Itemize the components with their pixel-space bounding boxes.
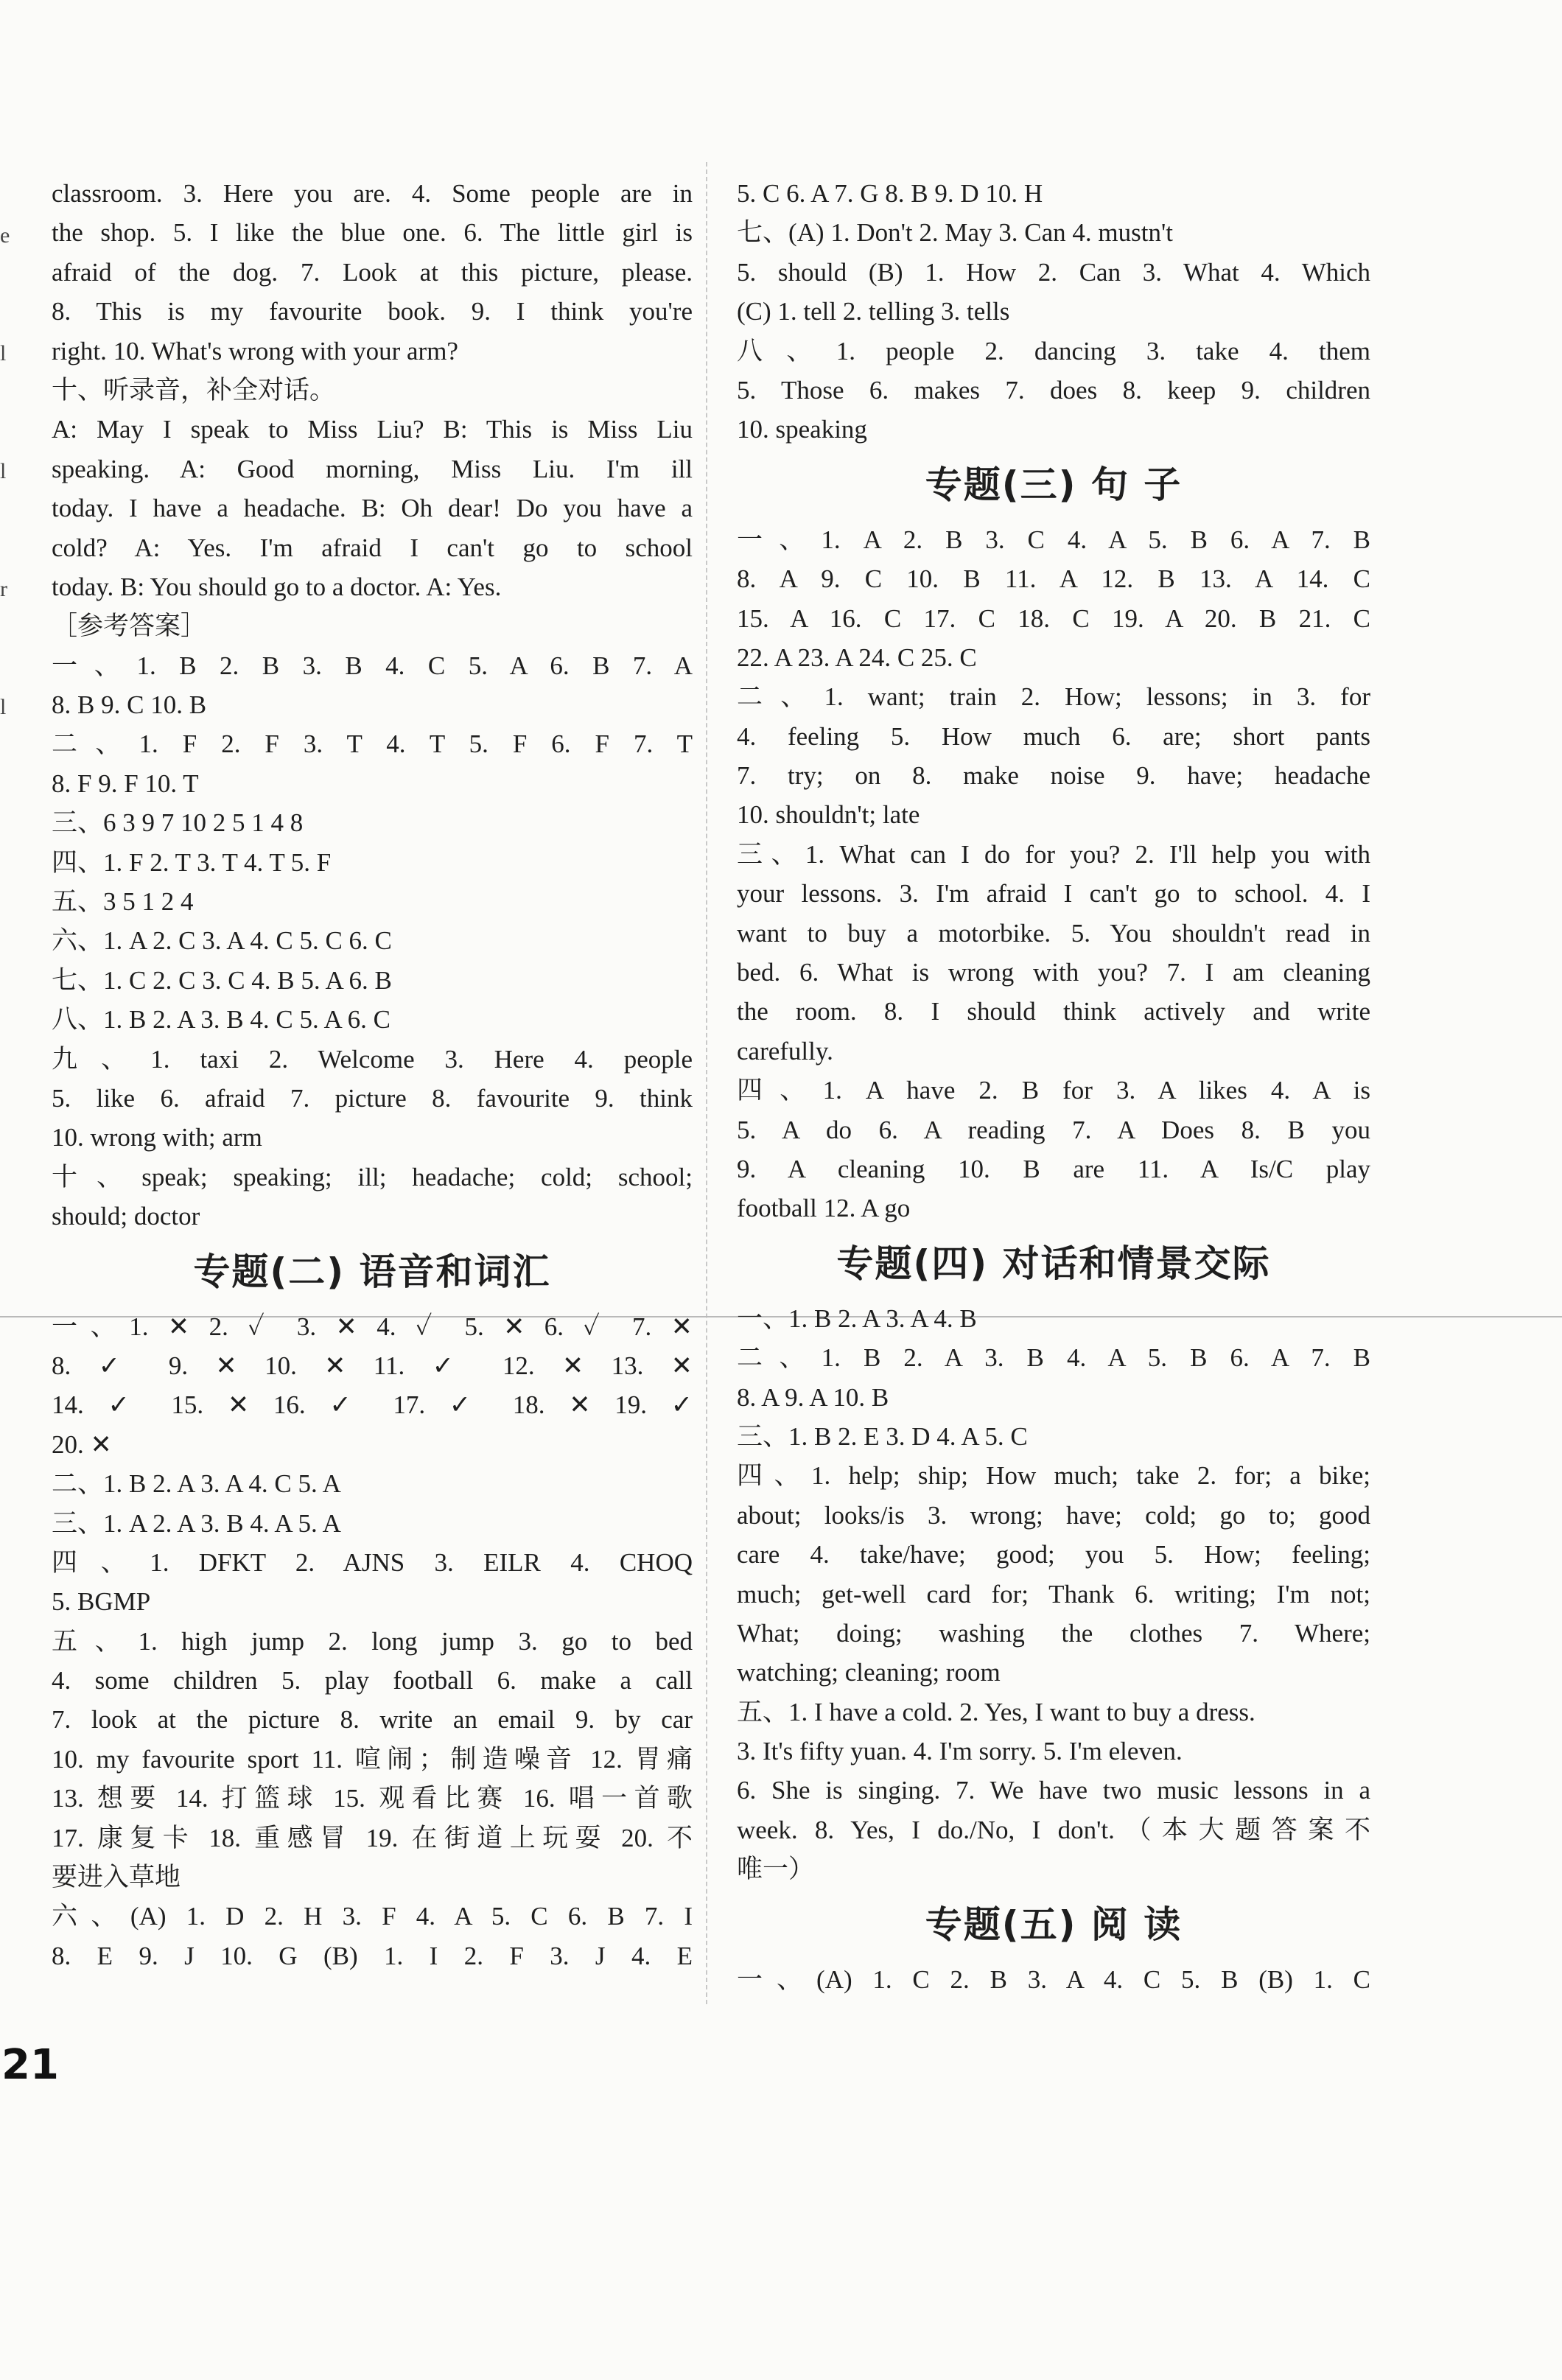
text-line: 17. 康复卡 18. 重感冒 19. 在街道上玩耍 20. 不 — [52, 1823, 693, 1852]
text-line: about; looks/is 3. wrong; have; cold; go to; good — [737, 1500, 1370, 1530]
text-line: 四、1. DFKT 2. AJNS 3. EILR 4. CHOQ — [52, 1547, 693, 1577]
text-line: 5. C 6. A 7. G 8. B 9. D 10. H — [737, 179, 1043, 208]
text-line: classroom. 3. Here you are. 4. Some people are in — [52, 179, 693, 208]
text-line: 20. ✕ — [52, 1429, 112, 1459]
text-line: today. B: You should go to a doctor. A: Yes. — [52, 572, 502, 601]
text-line: 8. ✓ 9. ✕ 10. ✕ 11. ✓ 12. ✕ 13. ✕ — [52, 1351, 693, 1380]
text-line: the shop. 5. I like the blue one. 6. The little girl is — [52, 218, 693, 248]
text-line: 8. A 9. C 10. B 11. A 12. B 13. A 14. C — [737, 564, 1370, 594]
text-line: week. 8. Yes, I do./No, I don't.（本大题答案不 — [737, 1815, 1370, 1844]
edge-mark: l — [0, 695, 7, 719]
section-heading: 专题(二) 语音和词汇 — [193, 1250, 551, 1293]
text-line: today. I have a headache. B: Oh dear! Do you have a — [52, 494, 693, 523]
text-line: 一、1. ✕ 2. ✓ 3. ✕ 4. ✓ 5. ✕ 6. ✓ 7. ✕ — [52, 1312, 693, 1341]
text-line: 七、1. C 2. C 3. C 4. B 5. A 6. B — [52, 965, 392, 995]
text-line: 一、1. A 2. B 3. C 4. A 5. B 6. A 7. B — [737, 525, 1370, 554]
text-line: 4. feeling 5. How much 6. are; short pants — [737, 721, 1370, 751]
text-line: 8. B 9. C 10. B — [52, 690, 207, 720]
text-line: 7. try; on 8. make noise 9. have; headache — [737, 761, 1370, 791]
text-line: football 12. A go — [737, 1194, 911, 1223]
text-line: 八、1. B 2. A 3. B 4. C 5. A 6. C — [52, 1005, 390, 1035]
edge-mark: r — [0, 577, 7, 601]
text-line: 七、(A) 1. Don't 2. May 3. Can 4. mustn't — [737, 218, 1174, 248]
text-line: carefully. — [737, 1036, 833, 1065]
text-line: 六、1. A 2. C 3. A 4. C 5. C 6. C — [52, 926, 392, 956]
text-line: 三、1. A 2. A 3. B 4. A 5. A — [52, 1508, 341, 1538]
text-line: 5. A do 6. A reading 7. A Does 8. B you — [737, 1115, 1370, 1144]
text-line: 四、1. A have 2. B for 3. A likes 4. A is — [737, 1076, 1370, 1105]
text-line: 8. F 9. F 10. T — [52, 769, 199, 798]
section-heading: 专题(三) 句 子 — [925, 463, 1183, 506]
text-line: 二、1. F 2. F 3. T 4. T 5. F 6. F 7. T — [52, 729, 693, 759]
text-line: 5. BGMP — [52, 1587, 151, 1617]
text-line: 二、1. B 2. A 3. A 4. C 5. A — [52, 1469, 341, 1499]
text-line: 十、听录音，补全对话。 — [52, 375, 336, 405]
text-line: 五、3 5 1 2 4 — [52, 887, 194, 917]
page-number: 21 — [1, 2041, 59, 2089]
text-line: 10. shouldn't; late — [737, 800, 920, 830]
right-column — [737, 174, 1370, 1999]
text-line: 一、1. B 2. B 3. B 4. C 5. A 6. B 7. A — [52, 651, 693, 680]
text-line: 3. It's fifty yuan. 4. I'm sorry. 5. I'm eleven. — [737, 1737, 1183, 1766]
text-line: 10. my favourite sport 11. 喧闹；制造噪音 12. 胃痛 — [52, 1744, 693, 1774]
text-line: 五、1. I have a cold. 2. Yes, I want to buy a dress. — [737, 1697, 1255, 1726]
text-line: care 4. take/have; good; you 5. How; feeling; — [737, 1540, 1370, 1569]
text-line: want to buy a motorbike. 5. You shouldn't read in — [737, 918, 1370, 948]
column-divider — [706, 162, 707, 2004]
text-line: 7. look at the picture 8. write an email 9. by car — [52, 1705, 693, 1735]
text-line: 二、1. B 2. A 3. B 4. A 5. B 6. A 7. B — [737, 1343, 1370, 1373]
text-line: 三、1. B 2. E 3. D 4. A 5. C — [737, 1421, 1028, 1451]
text-line: speaking. A: Good morning, Miss Liu. I'm ill — [52, 454, 693, 483]
text-line: 九、1. taxi 2. Welcome 3. Here 4. people — [52, 1044, 693, 1074]
text-line: 5. should (B) 1. How 2. Can 3. What 4. Which — [737, 257, 1370, 287]
text-line: 三、6 3 9 7 10 2 5 1 4 8 — [52, 808, 304, 838]
text-line: much; get-well card for; Thank 6. writing; I'm not; — [737, 1579, 1370, 1609]
edge-mark: l — [0, 459, 7, 483]
text-line: What; doing; washing the clothes 7. Where; — [737, 1618, 1370, 1648]
text-line: 15. A 16. C 17. C 18. C 19. A 20. B 21. C — [737, 603, 1370, 633]
text-line: cold? A: Yes. I'm afraid I can't go to school — [52, 533, 693, 562]
text-line: 五、1. high jump 2. long jump 3. go to bed — [52, 1626, 693, 1656]
text-line: 9. A cleaning 10. B are 11. A Is/C play — [737, 1154, 1370, 1183]
text-line: 5. like 6. afraid 7. picture 8. favourite 9. think — [52, 1083, 693, 1113]
text-line: 八、1. people 2. dancing 3. take 4. them — [737, 336, 1370, 365]
edge-mark: l — [0, 341, 7, 365]
page-edge-marks — [0, 177, 13, 766]
text-line: 13. 想要 14. 打篮球 15. 观看比赛 16. 唱一首歌 — [52, 1784, 693, 1813]
text-line: right. 10. What's wrong with your arm? — [52, 336, 458, 365]
edge-mark: e — [0, 223, 10, 248]
text-line: 4. some children 5. play football 6. make a call — [52, 1666, 693, 1695]
text-line: 一、(A) 1. C 2. B 3. A 4. C 5. B (B) 1. C — [737, 1964, 1370, 1994]
text-line: 10. wrong with; arm — [52, 1123, 262, 1152]
section-heading: 专题(五) 阅 读 — [925, 1903, 1183, 1946]
text-line: 一、1. B 2. A 3. A 4. B — [737, 1303, 977, 1333]
text-line: ［参考答案］ — [52, 612, 207, 641]
text-line: A: May I speak to Miss Liu? B: This is Miss Liu — [52, 415, 693, 444]
section-heading: 专题(四) 对话和情景交际 — [836, 1242, 1271, 1285]
text-line: 六、(A) 1. D 2. H 3. F 4. A 5. C 6. B 7. I — [52, 1902, 693, 1931]
text-line: 6. She is singing. 7. We have two music lessons in a — [737, 1776, 1370, 1805]
text-line: 22. A 23. A 24. C 25. C — [737, 643, 977, 672]
text-line: 8. A 9. A 10. B — [737, 1382, 889, 1412]
text-line: 十、speak; speaking; ill; headache; cold; school; — [52, 1162, 693, 1191]
text-line: 要进入草地 — [52, 1863, 181, 1892]
text-line: afraid of the dog. 7. Look at this picture, please. — [52, 257, 693, 287]
text-line: bed. 6. What is wrong with you? 7. I am cleaning — [737, 958, 1370, 987]
text-line: 10. speaking — [737, 415, 867, 444]
text-line: your lessons. 3. I'm afraid I can't go to school. 4. I — [737, 879, 1370, 909]
text-line: (C) 1. tell 2. telling 3. tells — [737, 297, 1010, 326]
text-line: 四、1. F 2. T 3. T 4. T 5. F — [52, 847, 332, 877]
text-line: the room. 8. I should think actively and write — [737, 997, 1370, 1026]
text-line: watching; cleaning; room — [737, 1658, 1001, 1687]
text-line: 二、1. want; train 2. How; lessons; in 3. for — [737, 682, 1370, 712]
text-line: should; doctor — [52, 1202, 200, 1231]
text-line: 5. Those 6. makes 7. does 8. keep 9. children — [737, 375, 1370, 405]
text-line: 8. E 9. J 10. G (B) 1. I 2. F 3. J 4. E — [52, 1941, 693, 1970]
text-line: 三、1. What can I do for you? 2. I'll help you with — [737, 839, 1370, 869]
text-line: 14. ✓ 15. ✕ 16. ✓ 17. ✓ 18. ✕ 19. ✓ — [52, 1390, 693, 1420]
left-column — [52, 174, 693, 1975]
text-line: 8. This is my favourite book. 9. I think you're — [52, 297, 693, 326]
text-line: 四、1. help; ship; How much; take 2. for; a bike; — [737, 1461, 1370, 1491]
text-line: 唯一） — [737, 1855, 815, 1884]
